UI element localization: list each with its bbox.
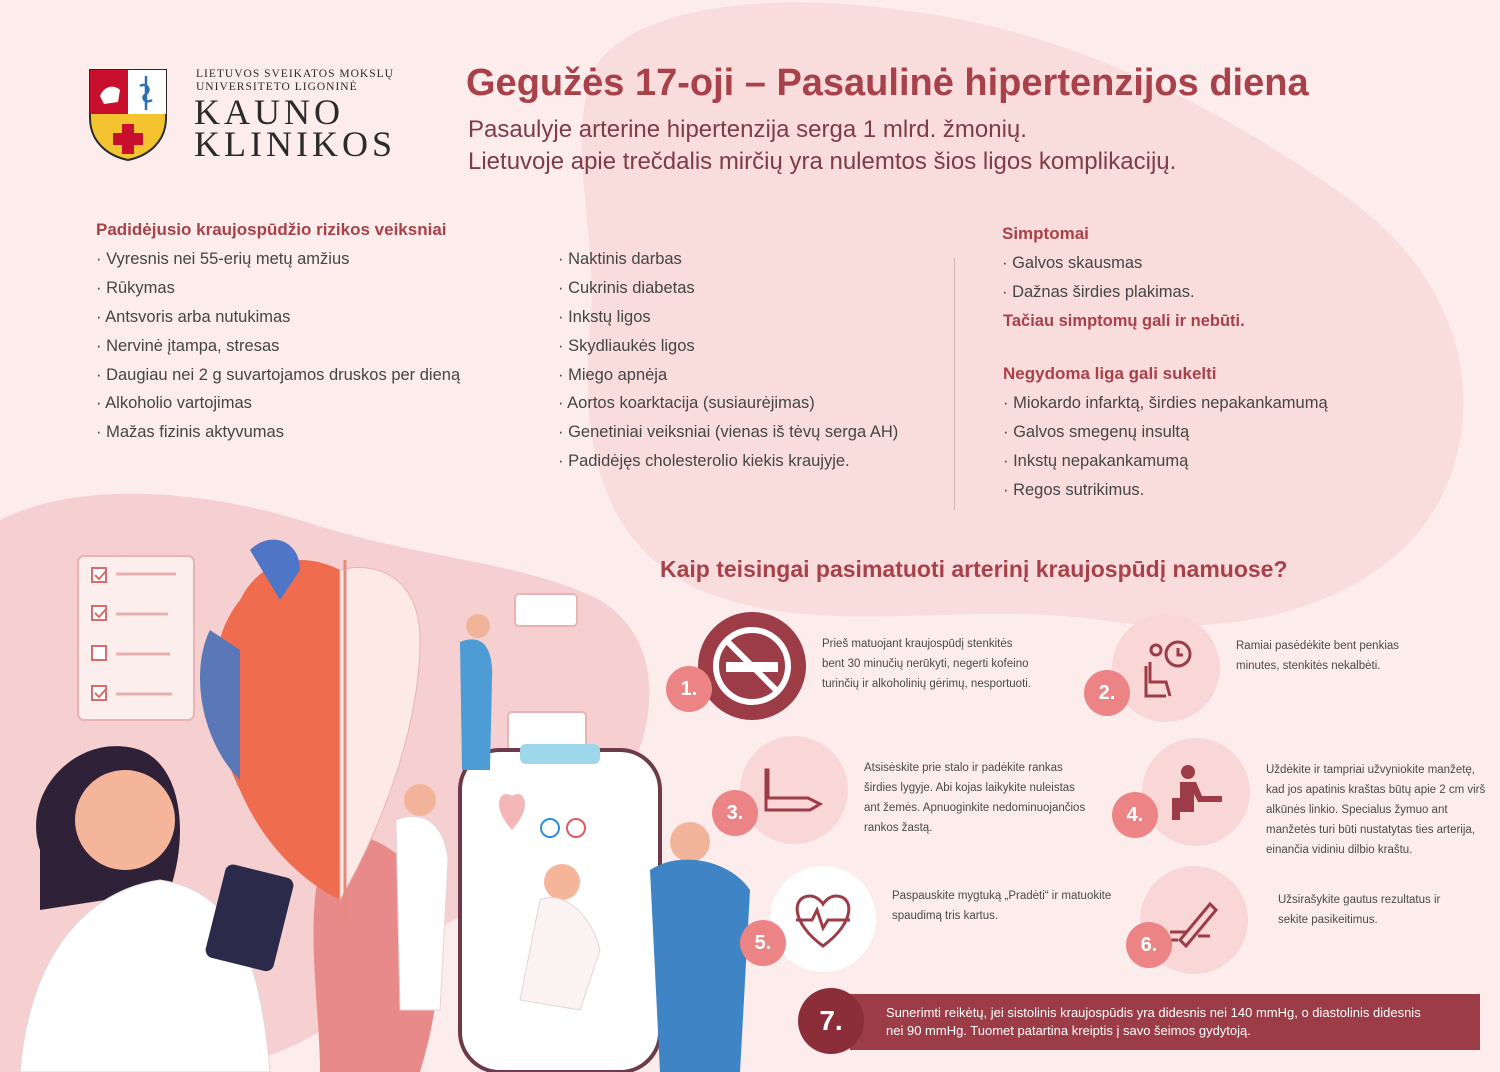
step-text-line: minutes, stenkitės nekalbėti. <box>1236 660 1381 672</box>
step-4-text <box>1266 760 1485 860</box>
step-text-line: manžetės turi būti nustatytas ties arterija, <box>1266 824 1476 836</box>
list-item: · Naktinis darbas <box>558 250 682 268</box>
list-item: · Nervinė įtampa, stresas <box>96 337 280 355</box>
measure-heading: Kaip teisingai pasimatuoti arterinį kraujospūdį namuose? <box>660 556 1288 582</box>
step-text-line: Ramiai pasėdėkite bent penkias <box>1236 640 1400 652</box>
step-2-number: 2. <box>1084 670 1130 716</box>
step-1-text <box>822 634 1031 694</box>
step-1-circle <box>698 612 806 720</box>
person-cuff-icon <box>1142 738 1250 846</box>
step-text-line: Užsirašykite gautus rezultatus ir <box>1278 894 1441 906</box>
step-text-line: Atsisėskite prie stalo ir padėkite rankas <box>864 762 1063 774</box>
logo-text-kauno: KAUNO <box>194 92 344 132</box>
list-item: · Galvos smegenų insultą <box>1003 423 1190 441</box>
step-7-number: 7. <box>798 988 864 1054</box>
step-text-line: sekite pasikeitimus. <box>1278 914 1378 926</box>
step-2-text <box>1236 636 1399 676</box>
step-text-line: Prieš matuojant kraujospūdį stenkitės <box>822 638 1013 650</box>
list-item: · Inkstų ligos <box>558 308 651 326</box>
list-item: · Dažnas širdies plakimas. <box>1002 283 1195 301</box>
list-item: · Skydliaukės ligos <box>558 337 695 355</box>
risk-factors-heading: Padidėjusio kraujospūdžio rizikos veiksniai <box>96 220 447 239</box>
step-3-text <box>864 758 1085 838</box>
list-item: · Vyresnis nei 55-erių metų amžius <box>96 250 350 268</box>
step-7-warning-bar <box>850 994 1480 1050</box>
symptoms-note: Tačiau simptomų gali ir nebūti. <box>1003 312 1245 330</box>
list-item: · Rūkymas <box>96 279 175 297</box>
seated-clock-icon <box>1112 614 1220 722</box>
step-text-line: spaudimą tris kartus. <box>892 910 999 922</box>
list-item: · Alkoholio vartojimas <box>96 394 252 412</box>
heartbeat-icon <box>770 866 876 972</box>
step-5-circle <box>770 866 876 972</box>
list-item: · Daugiau nei 2 g suvartojamos druskos per dieną <box>96 366 461 384</box>
no-smoking-icon <box>698 612 806 720</box>
step-3-number: 3. <box>712 790 758 836</box>
hospital-logo-shield <box>88 68 168 162</box>
list-item: · Mažas fizinis aktyvumas <box>96 423 284 441</box>
list-item: · Aortos koarktacija (susiaurėjimas) <box>558 394 815 412</box>
step-text-line: alkūnės linkio. Specialus žymuo ant <box>1266 804 1448 816</box>
list-item: · Regos sutrikimus. <box>1003 481 1145 499</box>
step-text-line: rankos žastą. <box>864 822 933 834</box>
consequences-heading: Negydoma liga gali sukelti <box>1003 364 1217 383</box>
step-text-line: Uždėkite ir tampriai užvyniokite manžetę, <box>1266 764 1475 776</box>
arm-icon <box>740 736 848 844</box>
step-text-line: ant žemės. Apnuoginkite nedominuojančios <box>864 802 1086 814</box>
symptoms-heading: Simptomai <box>1002 224 1089 243</box>
step-2-circle <box>1112 614 1220 722</box>
step-3-circle <box>740 736 848 844</box>
step-text-line: einančia vidiniu dilbio kraštu. <box>1266 844 1413 856</box>
step-4-circle <box>1142 738 1250 846</box>
step-6-number: 6. <box>1126 922 1172 968</box>
step-text-line: kad jos apatinis kraštas būtų apie 2 cm virš <box>1266 784 1486 796</box>
step-7-line2: nei 90 mmHg. Tuomet patartina kreiptis į savo šeimos gydytoją. <box>886 1023 1251 1038</box>
step-5-number: 5. <box>740 920 786 966</box>
step-7-line1: Sunerimti reikėtų, jei sistolinis kraujospūdis yra didesnis nei 140 mmHg, o diastolinis didesnis <box>886 1005 1421 1020</box>
list-item: · Miokardo infarktą, širdies nepakankamumą <box>1003 394 1328 412</box>
step-text-line: bent 30 minučių nerūkyti, negerti kofeino <box>822 658 1029 670</box>
step-text-line: širdies lygyje. Abi kojas laikykite nuleistas <box>864 782 1075 794</box>
logo-text-line1: LIETUVOS SVEIKATOS MOKSLŲ <box>196 68 394 80</box>
list-item: · Padidėjęs cholesterolio kiekis kraujyje. <box>558 452 850 470</box>
step-6-text <box>1278 890 1440 930</box>
list-item: · Genetiniai veiksniai (vienas iš tėvų serga AH) <box>558 423 899 441</box>
logo-text-line2: UNIVERSITETO LIGONINĖ <box>196 81 358 93</box>
list-item: · Inkstų nepakankamumą <box>1003 452 1189 470</box>
list-item: · Cukrinis diabetas <box>558 279 695 297</box>
step-4-number: 4. <box>1112 792 1158 838</box>
subtitle-line1: Pasaulyje arterine hipertenzija serga 1 mlrd. žmonių. <box>468 116 1027 143</box>
list-item: · Miego apnėja <box>558 366 668 384</box>
step-text-line: turinčių ir alkoholinių gėrimų, nesportuoti. <box>822 678 1032 690</box>
column-divider <box>954 258 955 510</box>
subtitle-line2: Lietuvoje apie trečdalis mirčių yra nulemtos šios ligos komplikacijų. <box>468 148 1177 175</box>
medical-illustration <box>0 530 780 1072</box>
page-title: Gegužės 17-oji – Pasaulinė hipertenzijos diena <box>466 62 1309 104</box>
step-5-text <box>892 886 1111 926</box>
logo-text-klinikos: KLINIKOS <box>194 124 396 164</box>
step-text-line: Paspauskite mygtuką „Pradėti“ ir matuokite <box>892 890 1112 902</box>
list-item: · Antsvoris arba nutukimas <box>96 308 291 326</box>
list-item: · Galvos skausmas <box>1002 254 1143 272</box>
step-1-number: 1. <box>666 666 712 712</box>
